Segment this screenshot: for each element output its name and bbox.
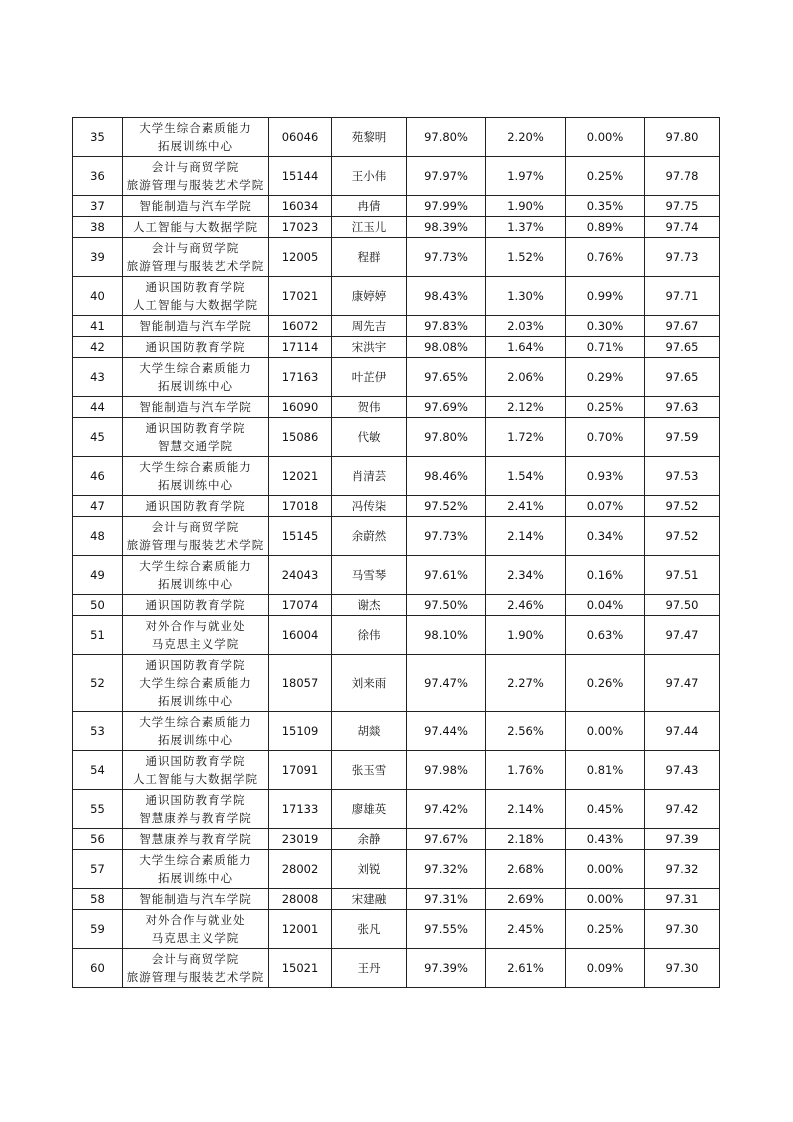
rank-cell: 36 — [73, 157, 123, 196]
college-cell — [123, 238, 269, 277]
id-cell: 28002 — [269, 850, 332, 889]
rank-cell: 52 — [73, 655, 123, 712]
percent-a-cell: 98.39% — [407, 217, 486, 238]
score-cell: 97.30 — [645, 949, 720, 988]
college-line: 拓展训练中心 — [158, 139, 233, 153]
percent-c-cell: 0.34% — [566, 517, 645, 556]
percent-a-cell: 97.55% — [407, 910, 486, 949]
rank-cell: 47 — [73, 496, 123, 517]
rank-cell: 44 — [73, 397, 123, 418]
percent-c-cell: 0.63% — [566, 616, 645, 655]
score-cell: 97.39 — [645, 829, 720, 850]
percent-a-cell: 97.31% — [407, 889, 486, 910]
percent-b-cell: 2.12% — [486, 397, 566, 418]
score-cell: 97.53 — [645, 457, 720, 496]
score-cell: 97.59 — [645, 418, 720, 457]
percent-a-cell: 97.97% — [407, 157, 486, 196]
college-line: 马克思主义学院 — [151, 637, 240, 651]
id-cell: 06046 — [269, 118, 332, 157]
college-line: 通识国防教育学院 — [145, 499, 246, 513]
percent-a-cell: 97.83% — [407, 316, 486, 337]
percent-c-cell: 0.99% — [566, 277, 645, 316]
percent-a-cell: 97.61% — [407, 556, 486, 595]
percent-b-cell: 1.97% — [486, 157, 566, 196]
score-cell: 97.30 — [645, 910, 720, 949]
percent-c-cell: 0.25% — [566, 157, 645, 196]
score-cell: 97.31 — [645, 889, 720, 910]
score-cell: 97.50 — [645, 595, 720, 616]
percent-a-cell: 97.32% — [407, 850, 486, 889]
percent-b-cell: 1.72% — [486, 418, 566, 457]
name-cell: 冯传柒 — [332, 496, 407, 517]
rank-cell: 54 — [73, 751, 123, 790]
college-line: 人工智能与大数据学院 — [133, 298, 258, 312]
table-row — [73, 712, 720, 751]
rank-cell: 35 — [73, 118, 123, 157]
college-line: 智慧康养与教育学院 — [139, 832, 252, 846]
percent-c-cell: 0.00% — [566, 712, 645, 751]
table-row — [73, 196, 720, 217]
college-cell — [123, 397, 269, 418]
college-line: 大学生综合素质能力 — [139, 460, 252, 474]
name-cell: 宋建融 — [332, 889, 407, 910]
id-cell: 28008 — [269, 889, 332, 910]
percent-b-cell: 2.14% — [486, 517, 566, 556]
score-cell: 97.67 — [645, 316, 720, 337]
id-cell: 16004 — [269, 616, 332, 655]
college-line: 会计与商贸学院 — [151, 160, 240, 174]
table-row — [73, 949, 720, 988]
college-cell — [123, 418, 269, 457]
id-cell: 15086 — [269, 418, 332, 457]
percent-b-cell: 2.41% — [486, 496, 566, 517]
college-line: 智能制造与汽车学院 — [139, 400, 252, 414]
percent-b-cell: 1.52% — [486, 238, 566, 277]
rank-cell: 48 — [73, 517, 123, 556]
college-line: 拓展训练中心 — [158, 733, 233, 747]
table-row — [73, 157, 720, 196]
rank-cell: 53 — [73, 712, 123, 751]
name-cell: 贺伟 — [332, 397, 407, 418]
percent-c-cell: 0.04% — [566, 595, 645, 616]
table-row — [73, 277, 720, 316]
percent-a-cell: 97.52% — [407, 496, 486, 517]
percent-b-cell: 1.90% — [486, 616, 566, 655]
college-line: 大学生综合素质能力 — [139, 676, 252, 690]
score-cell: 97.43 — [645, 751, 720, 790]
rank-cell: 45 — [73, 418, 123, 457]
table-row — [73, 910, 720, 949]
college-line: 大学生综合素质能力 — [139, 715, 252, 729]
score-table-container — [72, 117, 720, 988]
percent-a-cell: 98.43% — [407, 277, 486, 316]
percent-c-cell: 0.00% — [566, 850, 645, 889]
id-cell: 24043 — [269, 556, 332, 595]
id-cell: 12005 — [269, 238, 332, 277]
college-line: 通识国防教育学院 — [145, 754, 246, 768]
percent-b-cell: 1.76% — [486, 751, 566, 790]
rank-cell: 39 — [73, 238, 123, 277]
college-cell — [123, 358, 269, 397]
name-cell: 马雪琴 — [332, 556, 407, 595]
percent-c-cell: 0.16% — [566, 556, 645, 595]
id-cell: 17114 — [269, 337, 332, 358]
percent-a-cell: 97.99% — [407, 196, 486, 217]
percent-b-cell: 2.06% — [486, 358, 566, 397]
college-cell — [123, 850, 269, 889]
rank-cell: 40 — [73, 277, 123, 316]
percent-c-cell: 0.89% — [566, 217, 645, 238]
percent-c-cell: 0.81% — [566, 751, 645, 790]
college-line: 通识国防教育学院 — [145, 793, 246, 807]
table-row — [73, 595, 720, 616]
rank-cell: 49 — [73, 556, 123, 595]
name-cell: 江玉儿 — [332, 217, 407, 238]
college-cell — [123, 157, 269, 196]
name-cell: 肖清芸 — [332, 457, 407, 496]
id-cell: 17074 — [269, 595, 332, 616]
percent-a-cell: 97.67% — [407, 829, 486, 850]
rank-cell: 58 — [73, 889, 123, 910]
percent-a-cell: 97.80% — [407, 118, 486, 157]
score-cell: 97.73 — [645, 238, 720, 277]
score-cell: 97.47 — [645, 616, 720, 655]
percent-c-cell: 0.07% — [566, 496, 645, 517]
college-cell — [123, 595, 269, 616]
rank-cell: 60 — [73, 949, 123, 988]
table-row — [73, 790, 720, 829]
percent-a-cell: 97.47% — [407, 655, 486, 712]
name-cell: 张凡 — [332, 910, 407, 949]
college-line: 拓展训练中心 — [158, 478, 233, 492]
college-line: 智能制造与汽车学院 — [139, 892, 252, 906]
table-row — [73, 457, 720, 496]
college-cell — [123, 118, 269, 157]
percent-a-cell: 97.39% — [407, 949, 486, 988]
name-cell: 刘锐 — [332, 850, 407, 889]
name-cell: 徐伟 — [332, 616, 407, 655]
college-line: 大学生综合素质能力 — [139, 121, 252, 135]
id-cell: 17023 — [269, 217, 332, 238]
percent-c-cell: 0.29% — [566, 358, 645, 397]
name-cell: 刘来雨 — [332, 655, 407, 712]
college-cell — [123, 337, 269, 358]
table-row — [73, 616, 720, 655]
college-cell — [123, 910, 269, 949]
id-cell: 16034 — [269, 196, 332, 217]
score-table — [72, 117, 720, 988]
name-cell: 胡燚 — [332, 712, 407, 751]
college-line: 通识国防教育学院 — [145, 421, 246, 435]
college-cell — [123, 457, 269, 496]
percent-a-cell: 97.98% — [407, 751, 486, 790]
college-cell — [123, 496, 269, 517]
score-cell: 97.47 — [645, 655, 720, 712]
percent-c-cell: 0.43% — [566, 829, 645, 850]
percent-c-cell: 0.25% — [566, 397, 645, 418]
id-cell: 15145 — [269, 517, 332, 556]
name-cell: 余蔚然 — [332, 517, 407, 556]
table-row — [73, 751, 720, 790]
rank-cell: 42 — [73, 337, 123, 358]
college-line: 大学生综合素质能力 — [139, 853, 252, 867]
rank-cell: 51 — [73, 616, 123, 655]
table-row — [73, 418, 720, 457]
percent-c-cell: 0.30% — [566, 316, 645, 337]
percent-c-cell: 0.93% — [566, 457, 645, 496]
name-cell: 张玉雪 — [332, 751, 407, 790]
rank-cell: 56 — [73, 829, 123, 850]
college-line: 智能制造与汽车学院 — [139, 199, 252, 213]
college-line: 通识国防教育学院 — [145, 658, 246, 672]
percent-b-cell: 1.37% — [486, 217, 566, 238]
college-line: 智慧交通学院 — [158, 439, 233, 453]
percent-c-cell: 0.70% — [566, 418, 645, 457]
college-cell — [123, 217, 269, 238]
percent-a-cell: 97.73% — [407, 238, 486, 277]
college-cell — [123, 556, 269, 595]
college-line: 旅游管理与服装艺术学院 — [126, 178, 265, 192]
college-line: 通识国防教育学院 — [145, 280, 246, 294]
percent-a-cell: 97.69% — [407, 397, 486, 418]
rank-cell: 57 — [73, 850, 123, 889]
college-line: 大学生综合素质能力 — [139, 361, 252, 375]
college-line: 拓展训练中心 — [158, 871, 233, 885]
table-row — [73, 358, 720, 397]
table-row — [73, 316, 720, 337]
score-cell: 97.44 — [645, 712, 720, 751]
id-cell: 17163 — [269, 358, 332, 397]
name-cell: 宋洪宇 — [332, 337, 407, 358]
college-cell — [123, 949, 269, 988]
percent-c-cell: 0.26% — [566, 655, 645, 712]
table-row — [73, 217, 720, 238]
id-cell: 12021 — [269, 457, 332, 496]
college-line: 智能制造与汽车学院 — [139, 319, 252, 333]
college-line: 旅游管理与服装艺术学院 — [126, 538, 265, 552]
rank-cell: 43 — [73, 358, 123, 397]
name-cell: 康婷婷 — [332, 277, 407, 316]
table-row — [73, 655, 720, 712]
score-cell: 97.32 — [645, 850, 720, 889]
percent-b-cell: 1.30% — [486, 277, 566, 316]
table-row — [73, 517, 720, 556]
score-cell: 97.75 — [645, 196, 720, 217]
percent-b-cell: 2.18% — [486, 829, 566, 850]
percent-a-cell: 98.46% — [407, 457, 486, 496]
id-cell: 23019 — [269, 829, 332, 850]
percent-a-cell: 97.65% — [407, 358, 486, 397]
table-row — [73, 238, 720, 277]
name-cell: 廖雄英 — [332, 790, 407, 829]
college-cell — [123, 655, 269, 712]
college-cell — [123, 829, 269, 850]
percent-c-cell: 0.09% — [566, 949, 645, 988]
college-line: 对外合作与就业处 — [145, 913, 246, 927]
percent-c-cell: 0.35% — [566, 196, 645, 217]
percent-a-cell: 98.08% — [407, 337, 486, 358]
college-line: 通识国防教育学院 — [145, 598, 246, 612]
percent-b-cell: 2.14% — [486, 790, 566, 829]
college-cell — [123, 712, 269, 751]
percent-a-cell: 97.80% — [407, 418, 486, 457]
name-cell: 苑黎明 — [332, 118, 407, 157]
percent-c-cell: 0.45% — [566, 790, 645, 829]
id-cell: 16090 — [269, 397, 332, 418]
id-cell: 15021 — [269, 949, 332, 988]
score-cell: 97.78 — [645, 157, 720, 196]
percent-a-cell: 97.44% — [407, 712, 486, 751]
rank-cell: 41 — [73, 316, 123, 337]
name-cell: 叶芷伊 — [332, 358, 407, 397]
percent-c-cell: 0.00% — [566, 118, 645, 157]
name-cell: 王丹 — [332, 949, 407, 988]
college-line: 会计与商贸学院 — [151, 520, 240, 534]
college-line: 会计与商贸学院 — [151, 952, 240, 966]
college-cell — [123, 790, 269, 829]
rank-cell: 38 — [73, 217, 123, 238]
rank-cell: 46 — [73, 457, 123, 496]
college-line: 通识国防教育学院 — [145, 340, 246, 354]
score-cell: 97.80 — [645, 118, 720, 157]
college-cell — [123, 196, 269, 217]
percent-b-cell: 2.34% — [486, 556, 566, 595]
percent-b-cell: 1.54% — [486, 457, 566, 496]
table-row — [73, 496, 720, 517]
college-line: 旅游管理与服装艺术学院 — [126, 970, 265, 984]
id-cell: 12001 — [269, 910, 332, 949]
percent-c-cell: 0.25% — [566, 910, 645, 949]
table-row — [73, 889, 720, 910]
rank-cell: 37 — [73, 196, 123, 217]
table-row — [73, 118, 720, 157]
college-cell — [123, 316, 269, 337]
college-line: 智慧康养与教育学院 — [139, 811, 252, 825]
score-cell: 97.42 — [645, 790, 720, 829]
college-line: 对外合作与就业处 — [145, 619, 246, 633]
table-row — [73, 337, 720, 358]
college-line: 人工智能与大数据学院 — [133, 220, 258, 234]
rank-cell: 50 — [73, 595, 123, 616]
id-cell: 15144 — [269, 157, 332, 196]
score-cell: 97.65 — [645, 337, 720, 358]
name-cell: 谢杰 — [332, 595, 407, 616]
table-body — [73, 118, 720, 988]
score-cell: 97.65 — [645, 358, 720, 397]
percent-b-cell: 2.03% — [486, 316, 566, 337]
percent-b-cell: 2.20% — [486, 118, 566, 157]
table-row — [73, 829, 720, 850]
percent-a-cell: 97.73% — [407, 517, 486, 556]
id-cell: 17018 — [269, 496, 332, 517]
id-cell: 18057 — [269, 655, 332, 712]
name-cell: 冉倩 — [332, 196, 407, 217]
score-cell: 97.71 — [645, 277, 720, 316]
college-cell — [123, 889, 269, 910]
rank-cell: 59 — [73, 910, 123, 949]
college-line: 人工智能与大数据学院 — [133, 772, 258, 786]
table-row — [73, 556, 720, 595]
college-cell — [123, 517, 269, 556]
percent-b-cell: 2.61% — [486, 949, 566, 988]
id-cell: 16072 — [269, 316, 332, 337]
college-cell — [123, 277, 269, 316]
college-line: 大学生综合素质能力 — [139, 559, 252, 573]
percent-b-cell: 2.46% — [486, 595, 566, 616]
college-line: 旅游管理与服装艺术学院 — [126, 259, 265, 273]
table-row — [73, 850, 720, 889]
college-cell — [123, 751, 269, 790]
score-cell: 97.63 — [645, 397, 720, 418]
rank-cell: 55 — [73, 790, 123, 829]
percent-b-cell: 1.64% — [486, 337, 566, 358]
table-row — [73, 397, 720, 418]
percent-b-cell: 2.68% — [486, 850, 566, 889]
percent-c-cell: 0.76% — [566, 238, 645, 277]
score-cell: 97.52 — [645, 496, 720, 517]
college-line: 拓展训练中心 — [158, 694, 233, 708]
percent-a-cell: 97.50% — [407, 595, 486, 616]
college-cell — [123, 616, 269, 655]
score-cell: 97.52 — [645, 517, 720, 556]
id-cell: 15109 — [269, 712, 332, 751]
college-line: 马克思主义学院 — [151, 931, 240, 945]
college-line: 会计与商贸学院 — [151, 241, 240, 255]
id-cell: 17021 — [269, 277, 332, 316]
percent-a-cell: 98.10% — [407, 616, 486, 655]
id-cell: 17091 — [269, 751, 332, 790]
percent-a-cell: 97.42% — [407, 790, 486, 829]
score-cell: 97.51 — [645, 556, 720, 595]
college-line: 拓展训练中心 — [158, 379, 233, 393]
college-line: 拓展训练中心 — [158, 577, 233, 591]
percent-b-cell: 2.45% — [486, 910, 566, 949]
name-cell: 代敏 — [332, 418, 407, 457]
percent-c-cell: 0.71% — [566, 337, 645, 358]
name-cell: 周先吉 — [332, 316, 407, 337]
percent-b-cell: 1.90% — [486, 196, 566, 217]
percent-b-cell: 2.69% — [486, 889, 566, 910]
percent-b-cell: 2.56% — [486, 712, 566, 751]
percent-c-cell: 0.00% — [566, 889, 645, 910]
name-cell: 余静 — [332, 829, 407, 850]
percent-b-cell: 2.27% — [486, 655, 566, 712]
name-cell: 程群 — [332, 238, 407, 277]
score-cell: 97.74 — [645, 217, 720, 238]
id-cell: 17133 — [269, 790, 332, 829]
name-cell: 王小伟 — [332, 157, 407, 196]
